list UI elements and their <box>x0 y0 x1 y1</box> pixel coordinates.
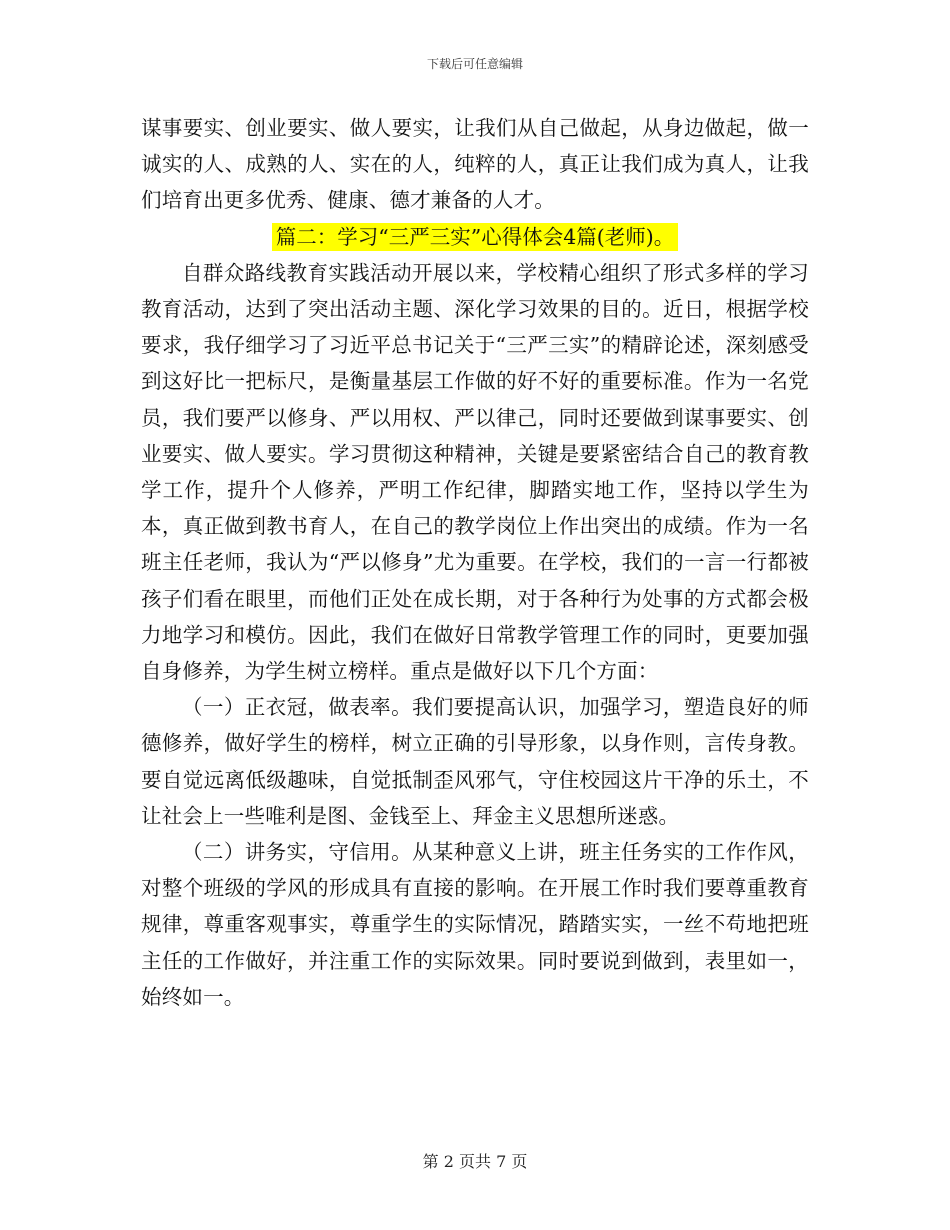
page-footer: 第 2 页共 7 页 <box>422 1152 528 1171</box>
paragraph-intro: 自群众路线教育实践活动开展以来，学校精心组织了形式多样的学习教育活动，达到了突出活动主题、深化学习效果的目的。近日，根据学校要求，我仔细学习了习近平总书记关于“三严三实”的精辟论述，深刻感受到这好比一把标尺，是衡量基层工作做的好不好的重要标准。作为一名党员，我们要严以修身、严以用权、严以律己，同时还要做到谋事要实、创业要实、做人要实。学习贯彻这种精神，关键是要紧密结合自己的教育教学工作，提升个人修养，严明工作纪律，脚踏实地工作，坚持以学生为本，真正做到教书育人，在自己的教学岗位上作出突出的成绩。作为一名班主任老师，我认为“严以修身”尤为重要。在学校，我们的一言一行都被孩子们看在眼里，而他们正处在成长期，对于各种行为处事的方式都会极力地学习和模仿。因此，我们在做好日常教学管理工作的同时，更要加强自身修养，为学生树立榜样。重点是做好以下几个方面： <box>141 260 809 684</box>
paragraph-point-one: （一）正衣冠，做表率。我们要提高认识，加强学习，塑造良好的师德修养，做好学生的榜样，树立正确的引导形象，以身作则，言传身教。要自觉远离低级趣味，自觉抵制歪风邪气，守住校园这片干净的乐土，不让社会上一些唯利是图、金钱至上、拜金主义思想所迷惑。 <box>141 695 809 828</box>
paragraph-continuation: 谋事要实、创业要实、做人要实，让我们从自己做起，从身边做起，做一诚实的人、成熟的人、实在的人，纯粹的人，真正让我们成为真人，让我们培育出更多优秀、健康、德才兼备的人才。 <box>141 116 809 213</box>
section-title-highlight: 篇二：学习“三严三实”心得体会4篇(老师)。 <box>272 223 679 251</box>
document-body <box>141 110 809 1015</box>
section-title <box>141 219 809 255</box>
page-header: 下载后可任意编辑 <box>426 57 523 71</box>
paragraph-point-two: （二）讲务实，守信用。从某种意义上讲，班主任务实的工作作风，对整个班级的学风的形成具有直接的影响。在开展工作时我们要尊重教育规律，尊重客观事实，尊重学生的实际情况，踏踏实实，一丝不苟地把班主任的工作做好，并注重工作的实际效果。同时要说到做到，表里如一，始终如一。 <box>141 840 809 1009</box>
